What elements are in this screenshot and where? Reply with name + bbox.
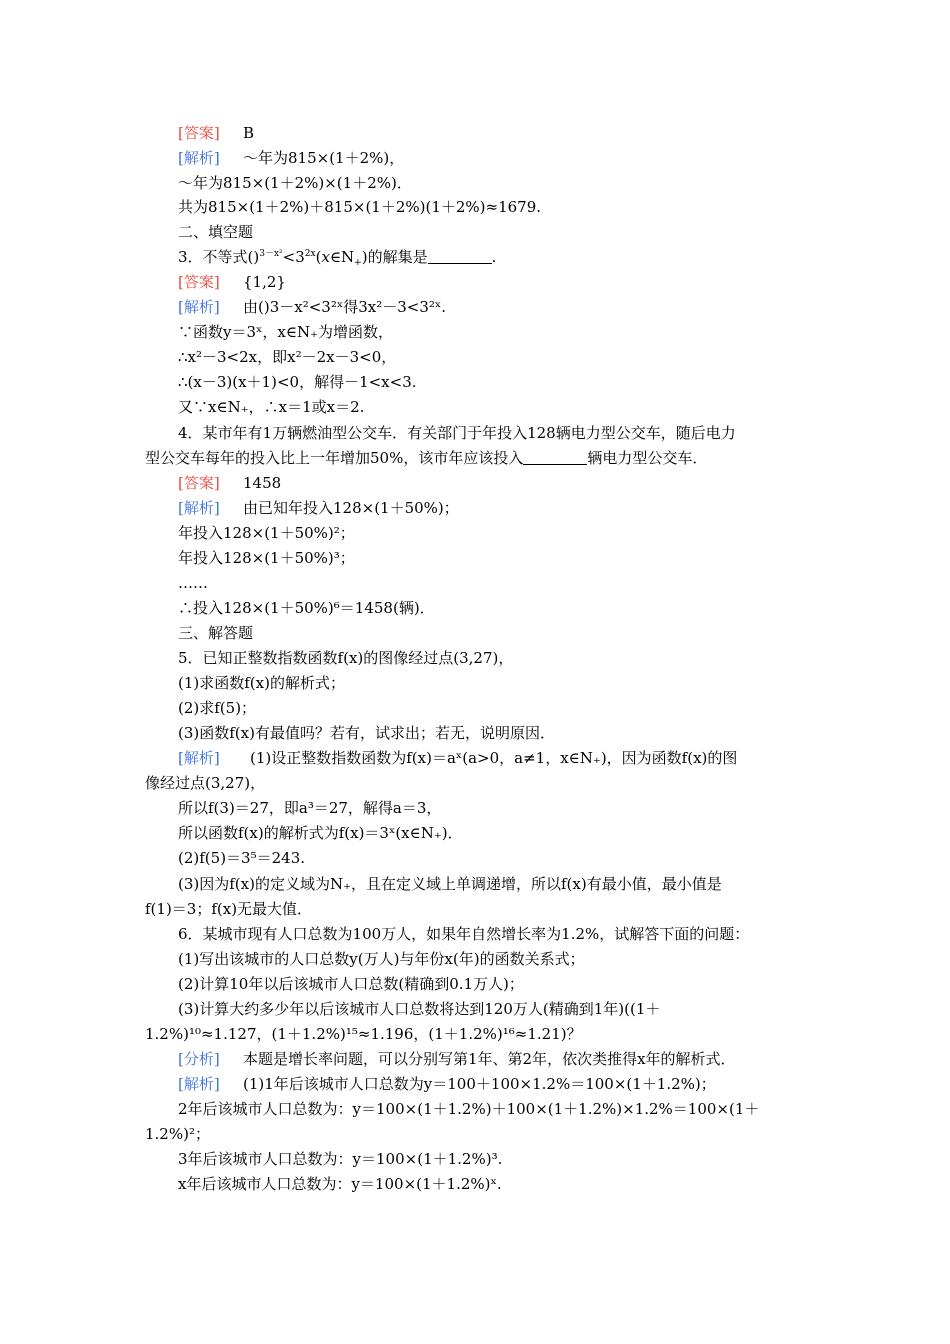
text-line: 3年后该城市人口总数为：y＝100×(1＋1.2%)³. — [178, 1150, 503, 1168]
answer-tag: [答案] — [178, 124, 220, 142]
analysis-tag: [解析] — [178, 149, 220, 167]
text-line: ∴x²－3<2x，即x²－2x－3<0， — [178, 348, 397, 366]
question-5: 5．已知正整数指数函数f(x)的图像经过点(3,27)， — [178, 649, 514, 667]
text-line: 所以函数f(x)的解析式为f(x)＝3ˣ(x∈N₊)． — [178, 824, 463, 842]
answer-text: 1458 — [243, 474, 282, 492]
answer-text: B — [243, 124, 255, 142]
analysis-tag: [解析] — [178, 749, 220, 767]
text-line: f(1)＝3；f(x)无最大值． — [145, 900, 313, 918]
text-line: (3)函数f(x)有最值吗？若有，试求出；若无，说明原因． — [178, 724, 555, 742]
fenxi-tag: [分析] — [178, 1050, 220, 1068]
text-line: (3)计算大约多少年以后该城市人口总数将达到120万人(精确到1年)((1＋ — [178, 1000, 661, 1018]
question-4: 4．某市年有1万辆燃油型公交车．有关部门于年投入128辆电力型公交车，随后电力 — [178, 424, 736, 442]
answer-text: {1,2} — [243, 273, 286, 291]
section-heading: 三、解答题 — [178, 624, 254, 642]
text-line: 由()3－x²<3²ˣ得3x²－3<3²ˣ. — [243, 298, 447, 316]
answer-blank — [523, 450, 587, 465]
answer-blank — [428, 249, 492, 264]
text-line: (1)1年后该城市人口总数为y＝100＋100×1.2%＝100×(1＋1.2%)； — [243, 1075, 716, 1093]
question-6: 6．某城市现有人口总数为100万人，如果年自然增长率为1.2%，试解答下面的问题： — [178, 925, 750, 943]
text-line: (1)求函数f(x)的解析式； — [178, 674, 345, 692]
text-line: (3)因为f(x)的定义域为N₊，且在定义域上单调递增，所以f(x)有最小值，最小值是 — [178, 875, 722, 893]
text-line: 又∵x∈N₊，∴x＝1或x＝2. — [178, 398, 365, 416]
text-line: 共为815×(1＋2%)＋815×(1＋2%)(1＋2%)≈1679. — [178, 198, 542, 216]
text-line: (1)设正整数指数函数为f(x)＝aˣ(a>0，a≠1，x∈N₊)，因为函数f(x)的图 — [250, 749, 738, 767]
text-line: …… — [178, 574, 208, 592]
text-line: (1)写出该城市的人口总数y(万人)与年份x(年)的函数关系式； — [178, 950, 585, 968]
text-line: 年投入128×(1＋50%)²； — [178, 524, 355, 542]
text-line: ～年为815×(1＋2%)×(1＋2%)． — [178, 174, 412, 192]
text-line: 2年后该城市人口总数为：y＝100×(1＋1.2%)＋100×(1＋1.2%)×1.2%＝100×(1＋ — [178, 1100, 760, 1118]
section-heading: 二、填空题 — [178, 223, 254, 241]
text-line: ∵函数y＝3ˣ，x∈N₊为增函数， — [178, 323, 393, 341]
text-line: 年投入128×(1＋50%)³； — [178, 549, 355, 567]
text-line: 1.2%)²； — [145, 1125, 210, 1143]
text-line: ～年为815×(1＋2%)， — [243, 149, 405, 167]
text-line: (2)求f(5)； — [178, 699, 257, 717]
analysis-tag: [解析] — [178, 1075, 220, 1093]
analysis-tag: [解析] — [178, 499, 220, 517]
text-line: 像经过点(3,27)， — [145, 774, 266, 792]
text-line: 由已知年投入128×(1＋50%)； — [243, 499, 459, 517]
text-line: x年后该城市人口总数为：y＝100×(1＋1.2%)ˣ. — [178, 1175, 502, 1193]
text-line: 所以f(3)＝27，即a³＝27，解得a＝3， — [178, 799, 442, 817]
analysis-tag: [解析] — [178, 298, 220, 316]
answer-tag: [答案] — [178, 474, 220, 492]
answer-tag: [答案] — [178, 273, 220, 291]
text-line: 1.2%)¹⁰≈1.127，(1＋1.2%)¹⁵≈1.196，(1＋1.2%)¹⁶≈1.21)？ — [145, 1025, 582, 1043]
text-line: ∴(x－3)(x＋1)<0，解得－1<x<3. — [178, 373, 417, 391]
text-line: (2)计算10年以后该城市人口总数(精确到0.1万人)； — [178, 975, 524, 993]
text-line: ∴投入128×(1＋50%)⁶＝1458(辆)． — [178, 599, 435, 617]
text-line: 本题是增长率问题，可以分别写第1年、第2年，依次类推得x年的解析式． — [243, 1050, 736, 1068]
document-page: [答案] B [解析] ～年为815×(1＋2%)， ～年为815×(1＋2%)×(1＋2%)． 共为815×(1＋2%)＋815×(1＋2%)(1＋2%)≈1679. 二、填空题 3．不等式$()^{3-x^2}<3^{2x}(x\in N_+)$的解集是 . [答案] {1,2} [解析] 由()3－x²<3²ˣ得3x²－3<3²ˣ. ∵函数y＝3ˣ，x∈N₊为增函数， ∴x²－3<2x，即x²－2x－3<0， ∴(x－3)(x＋1)<0，解得－1<x<3. 又∵x∈N₊，∴x＝1或x＝2. 4．某市年有1万辆燃油型公交车．有关部门于年投入128辆电力型公交车，随后电力 型公交车每年的投入比上一年增加50%，该市年应该投入 辆电力型公交车． [答案] 1458 [解析] 由已知年投入128×(1＋50%)； 年投入128×(1＋50%)²； 年投入128×(1＋50%)³； …… ∴投入128×(1＋50%)⁶＝1458(辆)． 三、解答题 5．已知正整数指数函数f(x)的图像经过点(3,27)， (1)求函数f(x)的解析式； (2)求f(5)； (3)函数f(x)有最值吗？若有，试求出；若无，说明原因． [解析] (1)设正整数指数函数为f(x)＝aˣ(a>0，a≠1，x∈N₊)，因为函数f(x)的图 像经过点(3,27)， 所以f(3)＝27，即a³＝27，解得a＝3， 所以函数f(x)的解析式为f(x)＝3ˣ(x∈N₊)． (2)f(5)＝3⁵＝243. (3)因为f(x)的定义域为N₊，且在定义域上单调递增，所以f(x)有最小值，最小值是 f(1)＝3；f(x)无最大值． 6．某城市现有人口总数为100万人，如果年自然增长率为1.2%，试解答下面的问题： (1)写出该城市的人口总数y(万人)与年份x(年)的函数关系式； (2)计算10年以后该城市人口总数(精确到0.1万人)； (3)计算大约多少年以后该城市人口总数将达到120万人(精确到1年)((1＋ 1.2%)¹⁰≈1.127，(1＋1.2%)¹⁵≈1.196，(1＋1.2%)¹⁶≈1.21)？ [分析] 本题是增长率问题，可以分别写第1年、第2年，依次类推得x年的解析式． [解析] (1)1年后该城市人口总数为y＝100＋100×1.2%＝100×(1＋1.2%)； 2年后该城市人口总数为：y＝100×(1＋1.2%)＋100×(1＋1.2%)×1.2%＝100×(1＋ 1.2%)²； 3年后该城市人口总数为：y＝100×(1＋1.2%)³. x年后该城市人口总数为：y＝100×(1＋1.2%)ˣ. — [145, 124, 760, 1193]
text-line: (2)f(5)＝3⁵＝243. — [178, 849, 306, 867]
